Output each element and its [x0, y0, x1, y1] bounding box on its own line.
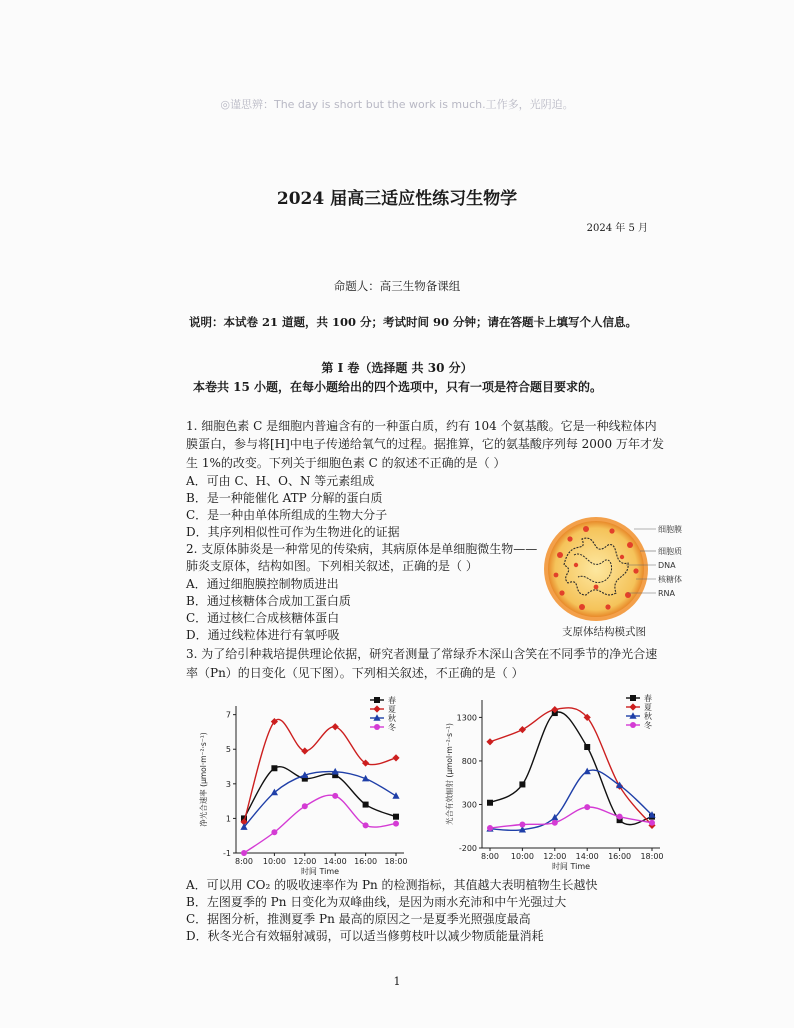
q2-option-d: D．通过线粒体进行有氧呼吸 — [186, 628, 340, 642]
y-tick-label: 7 — [225, 710, 231, 720]
data-point-0-4 — [363, 802, 369, 808]
q3-option-a: A．可以用 CO₂ 的吸收速率作为 Pn 的检测指标，其值越大表明植物生长越快 — [186, 878, 598, 892]
x-tick-label: 10:00 — [262, 857, 286, 866]
data-point-1-1 — [519, 726, 526, 733]
x-axis-label: 时间 Time — [551, 862, 591, 871]
data-point-3-4 — [363, 822, 369, 828]
exam-title: 2024 届高三适应性练习生物学 — [276, 189, 518, 209]
series-line-3 — [244, 795, 396, 853]
q2-option-b: B．通过核糖体合成加工蛋白质 — [186, 594, 351, 608]
legend-marker-1 — [629, 703, 636, 710]
q1-option-c: C．是一种由单体所组成的生物大分子 — [186, 508, 388, 522]
q1-stem-line-1: 1. 细胞色素 C 是细胞内普遍含有的一种蛋白质，约有 104 个氨基酸。它是一种线粒体内 — [186, 419, 657, 433]
watermark-quote: ◎谨思辨：The day is short but the work is much.工作多，光阴迫。 — [220, 98, 574, 111]
q2-option-a: A．通过细胞膜控制物质进出 — [186, 577, 339, 591]
mycoplasma-figure — [542, 515, 710, 623]
exam-author: 命题人：高三生物备课组 — [333, 279, 461, 293]
series-line-2 — [490, 770, 652, 830]
q1-option-b: B．是一种能催化 ATP 分解的蛋白质 — [186, 491, 383, 505]
q3-option-c: C．据图分析，推测夏季 Pn 最高的原因之一是夏季光照强度最高 — [186, 912, 531, 926]
x-tick-label: 14:00 — [323, 857, 347, 866]
section-title: 第 I 卷（选择题 共 30 分） — [321, 361, 473, 375]
q1-stem-line-2: 膜蛋白，参与将[H]中电子传递给氧气的过程。据推算，它的氨基酸序列每 2000 万年才发 — [186, 437, 664, 451]
data-point-0-5 — [393, 814, 399, 820]
x-tick-label: 18:00 — [384, 857, 408, 866]
series-line-0 — [244, 767, 396, 819]
exam-instructions: 说明：本试卷 21 道题，共 100 分；考试时间 90 分钟；请在答题卡上填写个人信息。 — [189, 315, 638, 329]
legend-marker-3 — [630, 722, 636, 728]
y-tick-label: 300 — [461, 800, 477, 810]
label-cytoplasm: 细胞质 — [658, 547, 682, 556]
data-point-1-2 — [301, 747, 308, 754]
data-point-3-0 — [241, 850, 247, 856]
pn-line-chart — [186, 690, 414, 876]
x-tick-label: 8:00 — [481, 852, 499, 861]
q2-option-c: C．通过核仁合成核糖体蛋白 — [186, 611, 340, 625]
legend-label-3: 冬 — [388, 723, 396, 732]
x-tick-label: 10:00 — [510, 852, 534, 861]
legend-label-2: 秋 — [644, 712, 652, 721]
x-tick-label: 18:00 — [640, 852, 664, 861]
data-point-3-1 — [519, 821, 525, 827]
q2-stem-line-2: 肺炎支原体，结构如图。下列相关叙述，正确的是（ ） — [186, 559, 478, 573]
series-line-0 — [490, 712, 652, 825]
x-tick-label: 16:00 — [354, 857, 378, 866]
cytoplasm-shape — [548, 521, 644, 617]
series-line-2 — [244, 772, 396, 828]
q1-option-a: A．可由 C、H、O、N 等元素组成 — [186, 474, 375, 488]
page-number: 1 — [393, 975, 401, 988]
par-line-chart — [430, 690, 680, 870]
series-line-1 — [244, 719, 396, 821]
legend-marker-0 — [630, 695, 636, 701]
legend-marker-1 — [373, 705, 380, 712]
data-point-3-3 — [584, 804, 590, 810]
label-rna: RNA — [658, 589, 676, 598]
data-point-1-3 — [332, 723, 339, 730]
legend-label-2: 秋 — [388, 714, 396, 723]
q3-stem-line-1: 3. 为了给引种栽培提供理论依据，研究者测量了常绿乔木深山含笑在不同季节的净光合速 — [186, 647, 658, 661]
y-tick-label: 1 — [225, 814, 231, 824]
legend-label-0: 春 — [388, 696, 396, 705]
y-axis-label: 净光合速率 (μmol·m⁻²·s⁻¹) — [199, 732, 208, 827]
y-tick-label: 3 — [225, 779, 231, 789]
data-point-3-5 — [393, 821, 399, 827]
legend-marker-3 — [374, 724, 380, 730]
x-tick-label: 16:00 — [608, 852, 632, 861]
q1-stem-line-3: 生 1%的改变。下列关于细胞色素 C 的叙述不正确的是（ ） — [186, 456, 506, 470]
label-membrane: 细胞膜 — [658, 525, 682, 534]
label-ribosome: 核糖体 — [658, 575, 682, 584]
q3-option-d: D．秋冬光合有效辐射减弱，可以适当修剪枝叶以减少物质能量消耗 — [186, 929, 544, 943]
data-point-0-0 — [487, 800, 493, 806]
label-dna: DNA — [658, 561, 676, 570]
data-point-2-5 — [392, 792, 399, 799]
legend-label-1: 夏 — [644, 703, 652, 712]
legend-marker-0 — [374, 697, 380, 703]
q3-stem-line-2: 率（Pn）的日变化（见下图）。下列相关叙述，不正确的是（ ） — [186, 666, 524, 680]
y-tick-label: -1 — [223, 849, 231, 858]
y-tick-label: 1300 — [456, 713, 477, 723]
data-point-3-0 — [487, 825, 493, 831]
legend-label-1: 夏 — [388, 705, 396, 714]
x-tick-label: 12:00 — [543, 852, 567, 861]
q1-option-d: D．其序列相似性可作为生物进化的证据 — [186, 525, 400, 539]
y-tick-label: 5 — [225, 745, 231, 755]
data-point-3-4 — [617, 814, 623, 820]
x-tick-label: 12:00 — [293, 857, 317, 866]
data-point-0-1 — [519, 781, 525, 787]
data-point-0-1 — [271, 765, 277, 771]
figure-caption: 支原体结构模式图 — [562, 626, 646, 638]
q3-option-b: B．左图夏季的 Pn 日变化为双峰曲线，是因为雨水充沛和中午光强过大 — [186, 895, 567, 909]
section-description: 本卷共 15 小题，在每小题给出的四个选项中，只有一项是符合题目要求的。 — [193, 380, 603, 394]
exam-date: 2024 年 5 月 — [586, 223, 648, 234]
y-tick-label: -200 — [458, 844, 477, 853]
x-axis-label: 时间 Time — [300, 867, 340, 876]
data-point-3-2 — [302, 803, 308, 809]
x-tick-label: 8:00 — [235, 857, 253, 866]
q2-stem-line-1: 2. 支原体肺炎是一种常见的传染病，其病原体是单细胞微生物—— — [186, 542, 538, 556]
data-point-3-5 — [649, 820, 655, 826]
data-point-0-3 — [584, 744, 590, 750]
y-axis-label: 光合有效辐射 (μmol·m⁻²·s⁻¹) — [445, 723, 454, 825]
data-point-1-5 — [392, 754, 399, 761]
data-point-1-0 — [486, 738, 493, 745]
data-point-3-2 — [552, 820, 558, 826]
data-point-3-3 — [332, 793, 338, 799]
x-tick-label: 14:00 — [575, 852, 599, 861]
legend-label-3: 冬 — [644, 721, 652, 730]
y-tick-label: 800 — [461, 756, 477, 766]
legend-label-0: 春 — [644, 694, 652, 703]
data-point-3-1 — [271, 829, 277, 835]
